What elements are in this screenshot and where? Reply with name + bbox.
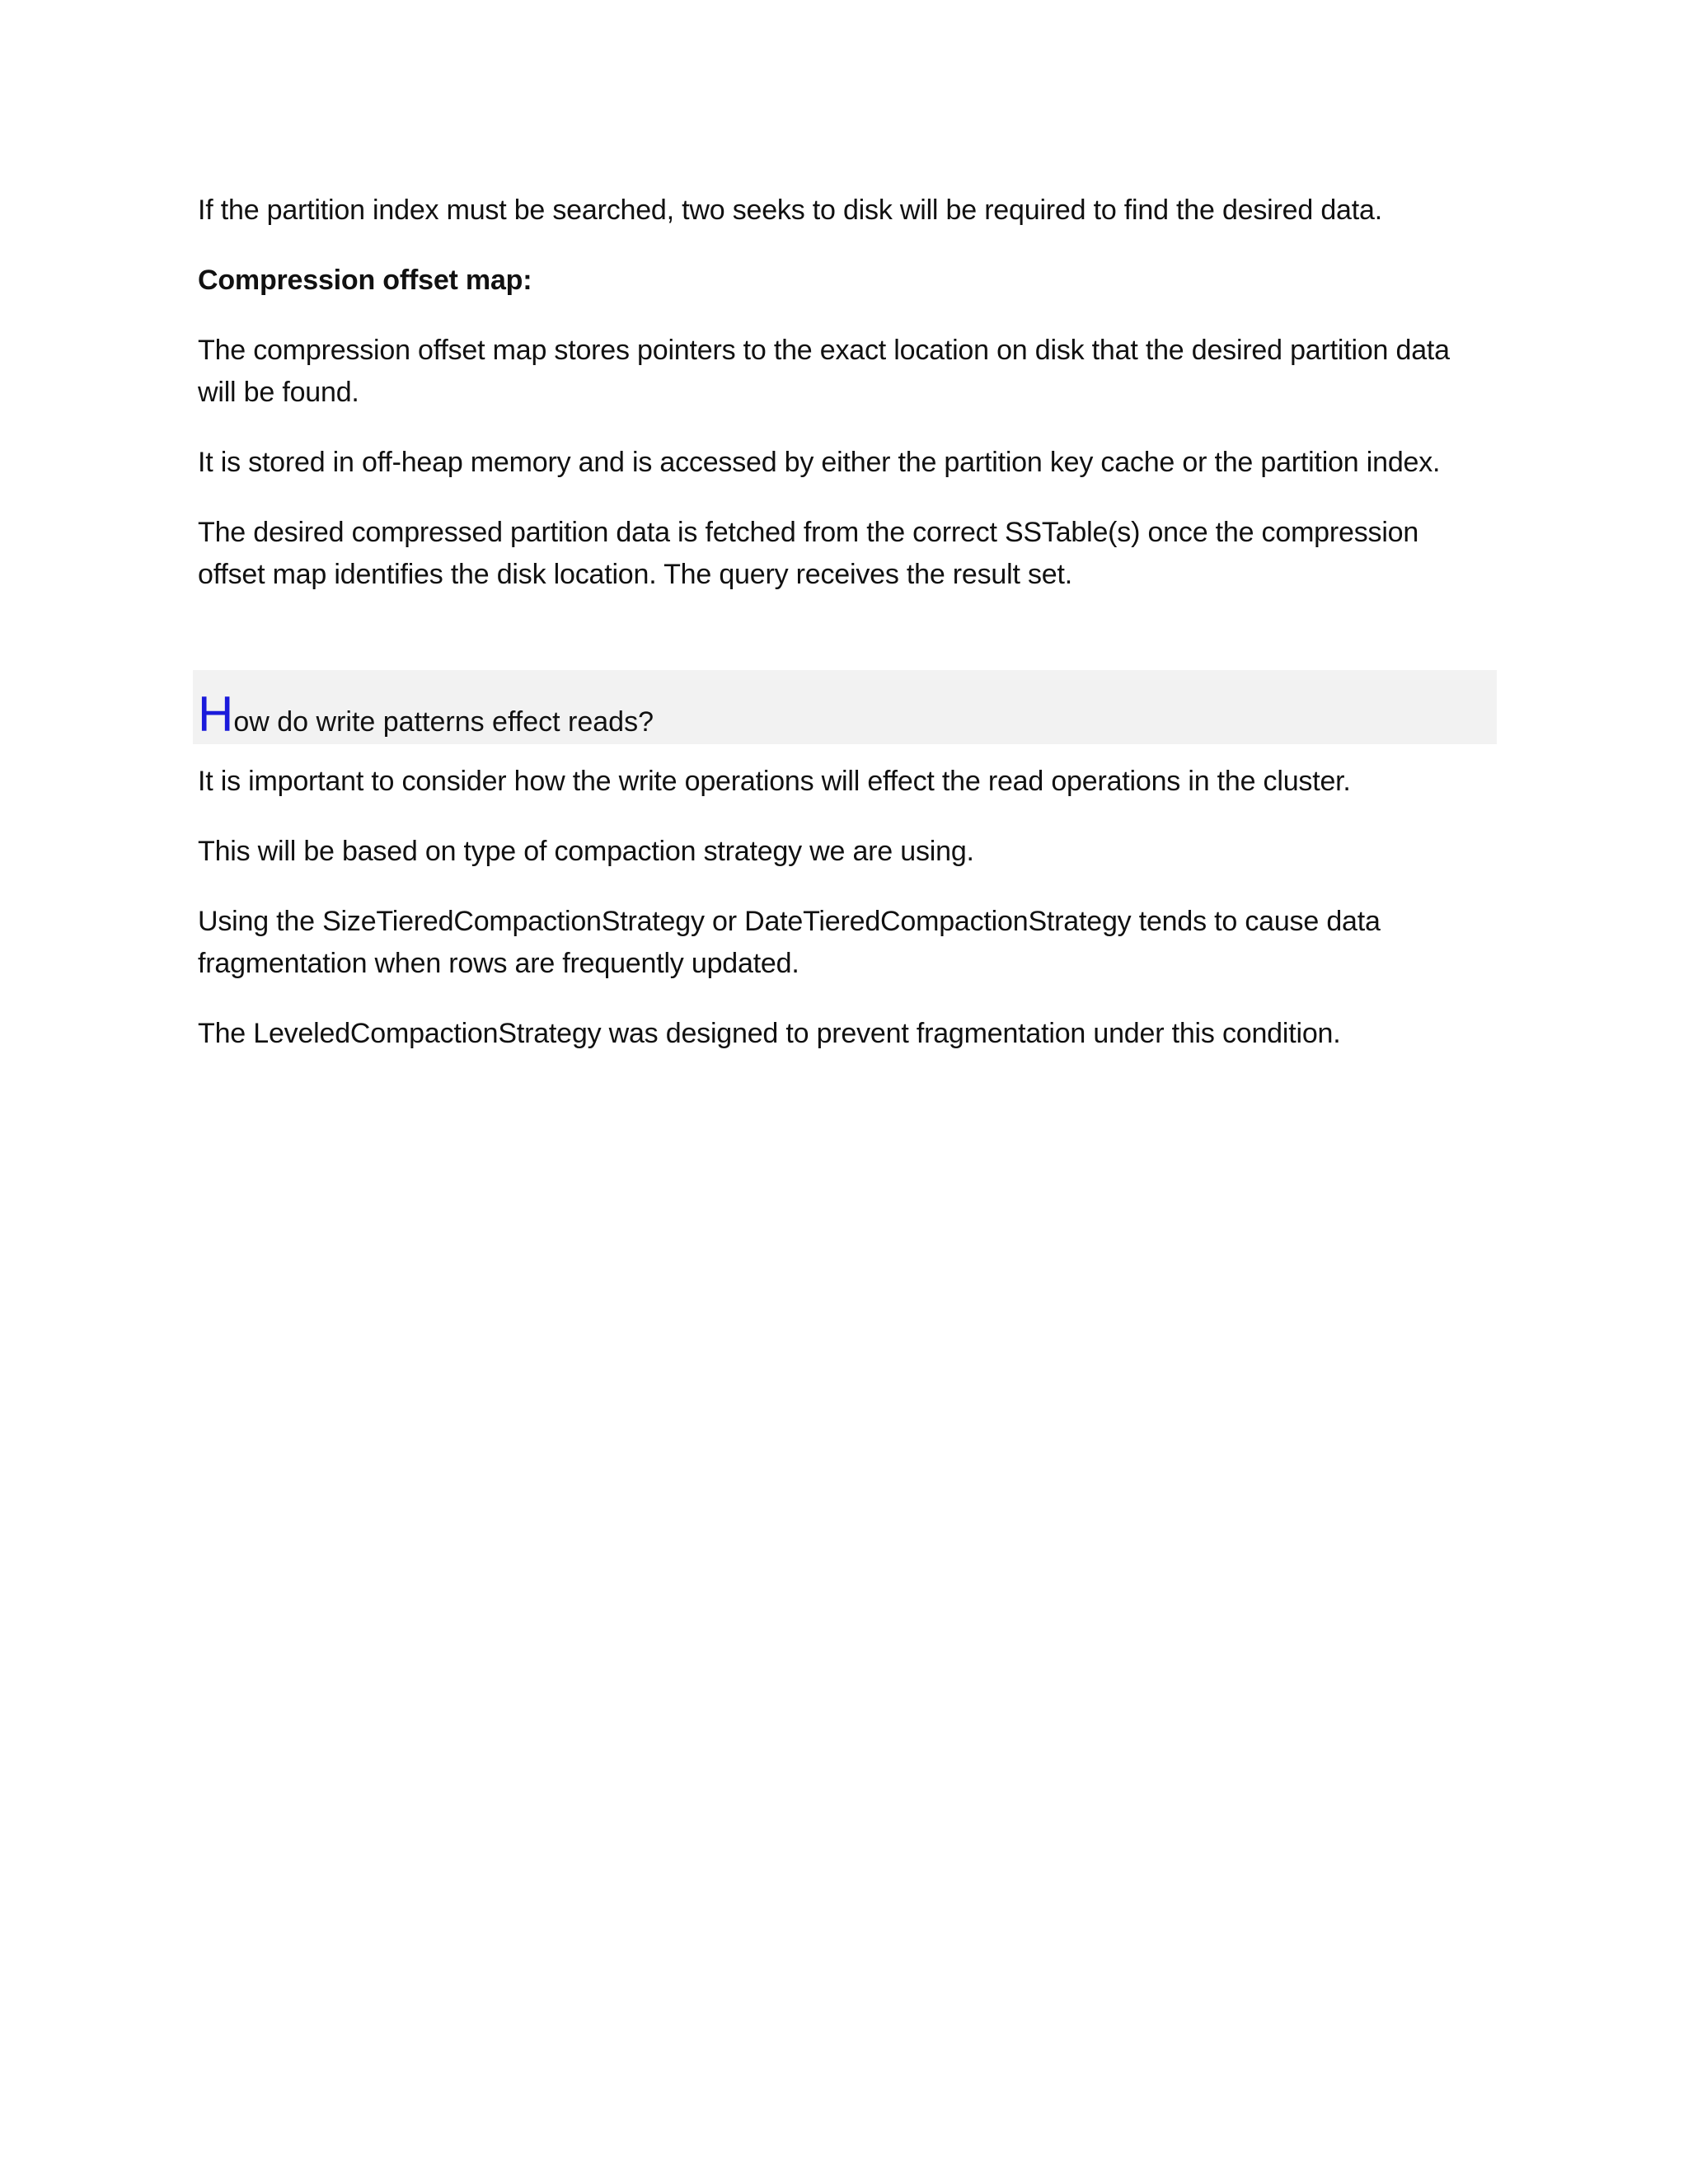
heading-rest: ow do write patterns effect reads? bbox=[233, 706, 654, 738]
section-heading-band bbox=[193, 670, 1497, 744]
section-spacer bbox=[198, 624, 1492, 670]
paragraph-write-read-effect: It is important to consider how the write operations will effect the read operations in the cluster. bbox=[198, 766, 1351, 797]
paragraph-compression-offset-map: The compression offset map stores pointers to the exact location on disk that the desired partition data will be found. bbox=[198, 335, 1450, 408]
paragraph-leveled: The LeveledCompactionStrategy was designed to prevent fragmentation under this condition. bbox=[198, 1018, 1341, 1049]
section-heading bbox=[198, 687, 654, 742]
paragraph-compressed-data-fetch: The desired compressed partition data is fetched from the correct SSTable(s) once the compression offset map identifies the disk location. The query receives the result set. bbox=[198, 517, 1419, 590]
document-body bbox=[198, 190, 1492, 1083]
paragraph-off-heap-memory: It is stored in off-heap memory and is accessed by either the partition key cache or the partition index. bbox=[198, 447, 1441, 478]
heading-drop-cap: H bbox=[198, 687, 234, 742]
paragraph-compaction-strategy: This will be based on type of compaction strategy we are using. bbox=[198, 836, 974, 867]
paragraph-size-tiered: Using the SizeTieredCompactionStrategy or DateTieredCompactionStrategy tends to cause data fragmentation when rows are frequently updated. bbox=[198, 906, 1381, 979]
subheading-compression-offset-map: Compression offset map: bbox=[198, 265, 532, 296]
paragraph-partition-index: If the partition index must be searched, two seeks to disk will be required to find the desired data. bbox=[198, 194, 1382, 226]
